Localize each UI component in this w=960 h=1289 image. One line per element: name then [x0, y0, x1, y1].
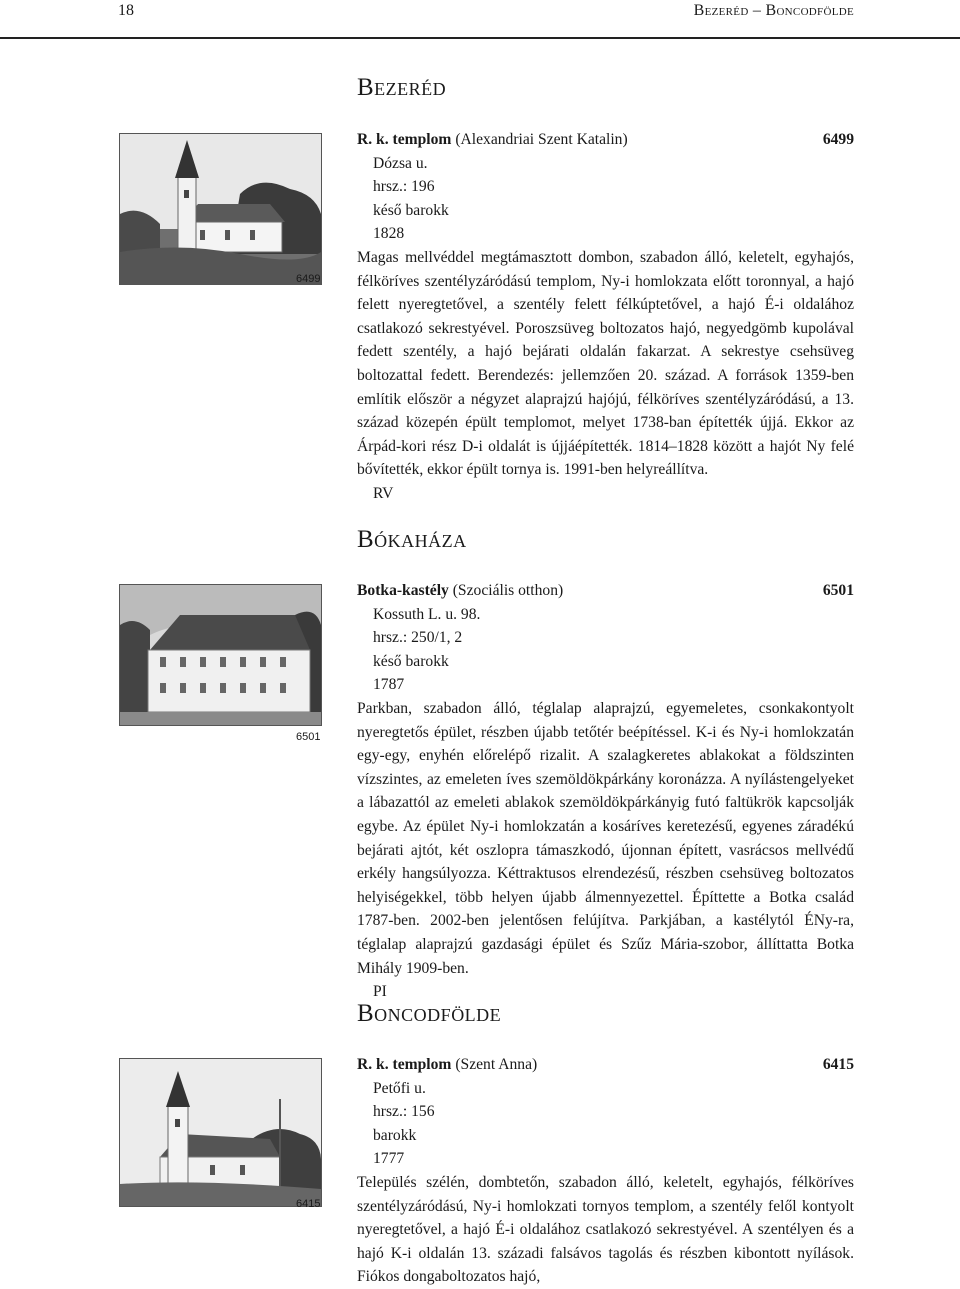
entry-style: késő barokk	[373, 652, 449, 670]
entry-6415	[357, 1053, 854, 1289]
entry-body: Parkban, szabadon álló, téglalap alaprajzú, egyemeletes, csonkakontyolt nyeregtetős épület, részben újabb tetőtér beépítéssel. K-i és Ny-i homlokzatán egy-egy, enyhén előrelépő rizalit. A szalagkeretes ablakokat a földszinten vízszintes, az emeleten íves szemöldökpárkány koronázza. A nyílástengelyeket a lábazattól az emeleti ablakok szemöldökpárkányig futó faltükrök kapcsolják egybe. Az épület Ny-i homlokzatán a kosáríves keretezésű, egyenes záradékú bejárati ajtót, két oszlopra támaszkodó, újonnan épített, vasrácsos mellvédű erkély hangsúlyozza. Kéttraktusos elrendezésű, részben csehsüveg boltozatos helyiségekkel, több helyen újabb álmennyezettel. Építtette a Botka család 1787-ben. 2002-ben jelentősen felújítva. Parkjában, a kastélytól ÉNy-ra, téglalap alaprajzú gazdasági épület és Szűz Mária-szobor, állíttatta Botka Mihály 1909-ben.	[357, 699, 854, 977]
church-photo	[119, 133, 322, 285]
entry-street: Petőfi u.	[373, 1079, 426, 1097]
entry-body: Magas mellvéddel megtámasztott dombon, szabadon álló, keletelt, egyhajós, félköríves szentélyzáródású templom, Ny-i homlokzata előtt toronnyal, a hajó felett nyeregtetővel, a szentély felett félkúptetővel, a hajó É-i oldalához csatlakozó sekrestyével. Poroszsüveg boltozatos hajó, negyedgömb kupolával fedett szentély, a hajó bejárati oldalán fakarzat. A sekrestye csehsüveg boltozattal fedett. Berendezés: jellemzően 20. század. A források 1359-ben említik először a négyzet alaprajzú hajójú, félköríves szentélyzáródású, a 13. század közepén épült templomot, melyet 1738-ban építették újjá. Ekkor az Árpád-kori rész D-i oldalát is újjáépítették. 1814–1828 között a hajót Ny felé bővítették, ekkor épült tornya is. 1991-ben helyreállítva.	[357, 248, 854, 479]
entry-title	[357, 128, 628, 152]
entry-title-bold: R. k. templom	[357, 131, 452, 148]
entry-title-rest: (Szociális otthon)	[448, 582, 564, 599]
entry-hrsz: hrsz.: 196	[373, 178, 435, 196]
page-header	[0, 0, 960, 38]
photo-caption: 6415	[296, 1198, 321, 1210]
entry-id: 6499	[822, 131, 854, 148]
entry-header	[357, 128, 854, 152]
entry-year: 1777	[373, 1150, 405, 1168]
church-photo	[119, 1058, 322, 1207]
entry-header	[357, 579, 854, 603]
photo-caption: 6499	[296, 273, 321, 285]
entry-body: Település szélén, dombtetőn, szabadon álló, keletelt, egyhajós, félköríves szentélyzáródású, Ny-i homlokzati tornyos templom, a szentély felől kontyolt nyeregtetővel, a hajó É-i oldalához csatlakozó sekrestyével. A szentélyen és a hajó K-i oldalán 13. századi falsávos tagolás és részben kibontott nyílások. Fiókos dongaboltozatos hajó,	[357, 1173, 854, 1286]
entry-hrsz: hrsz.: 156	[373, 1103, 435, 1121]
manor-photo	[119, 584, 322, 726]
entry-title	[357, 579, 563, 603]
entry-year: 1828	[373, 225, 405, 243]
section-heading-bezered: Bezeréd	[357, 74, 447, 101]
entry-title-rest: (Szent Anna)	[451, 1056, 538, 1073]
entry-author: RV	[373, 484, 394, 502]
entry-6501	[357, 579, 854, 1004]
entry-street: Kossuth L. u. 98.	[373, 605, 481, 623]
photo-caption: 6501	[296, 731, 321, 743]
entry-title-bold: Botka-kastély	[357, 582, 449, 599]
entry-style: barokk	[373, 1126, 417, 1144]
entry-hrsz: hrsz.: 250/1, 2	[373, 629, 463, 647]
entry-author: PI	[373, 983, 387, 1001]
entry-title-bold: R. k. templom	[357, 1056, 452, 1073]
entry-id: 6415	[822, 1056, 854, 1073]
entry-id: 6501	[822, 582, 854, 599]
entry-title-rest: (Alexandriai Szent Katalin)	[451, 131, 628, 148]
section-heading-boncodfolde: Boncodfölde	[357, 1000, 502, 1027]
page-number: 18	[118, 2, 134, 19]
running-title: Bezeréd – Boncodfölde	[693, 2, 854, 19]
entry-style: késő barokk	[373, 201, 449, 219]
entry-header	[357, 1053, 854, 1077]
entry-title	[357, 1053, 537, 1077]
entry-6499	[357, 128, 854, 506]
entry-street: Dózsa u.	[373, 154, 428, 172]
section-heading-bokahaza: Bókaháza	[357, 526, 467, 553]
entry-year: 1787	[373, 676, 405, 694]
header-rule	[0, 37, 960, 39]
